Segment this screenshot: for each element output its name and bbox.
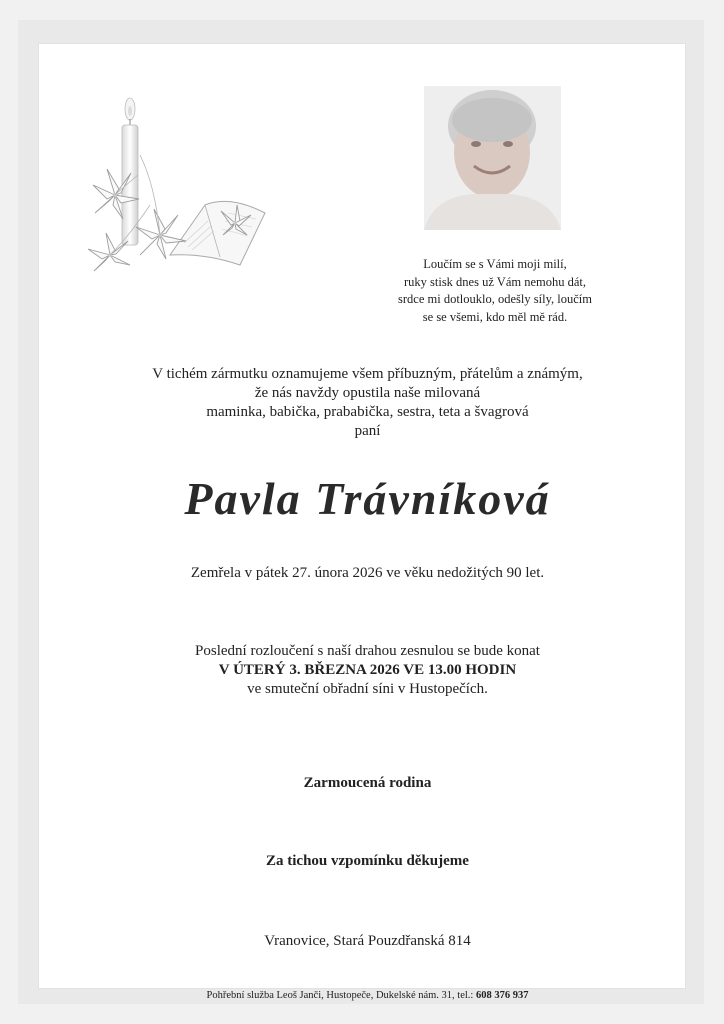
footer-phone: 608 376 937 bbox=[475, 990, 529, 1001]
poem-line: srdce mi dotlouklo, odešly síly, loučím bbox=[398, 292, 592, 306]
family-address: Vranovice, Stará Pouzdřanská 814 bbox=[264, 933, 471, 949]
funeral-line: Poslední rozloučení s naší drahou zesnulou se bude konat bbox=[195, 643, 540, 659]
funeral-datetime: V ÚTERÝ 3. BŘEZNA 2026 VE 13.00 HODIN bbox=[218, 662, 517, 678]
thanks-line: Za tichou vzpomínku děkujeme bbox=[266, 853, 469, 869]
portrait-icon bbox=[424, 86, 561, 230]
candle-lilies-book-icon bbox=[80, 95, 275, 285]
intro-line: maminka, babička, prababička, sestra, teta a švagrová bbox=[206, 404, 529, 420]
farewell-poem bbox=[360, 256, 630, 326]
intro-line: paní bbox=[354, 423, 381, 439]
family-signature: Zarmoucená rodina bbox=[303, 775, 432, 791]
portrait-photo bbox=[424, 86, 561, 230]
deceased-name: Pavla Trávníková bbox=[184, 473, 551, 524]
intro-line: V tichém zármutku oznamujeme všem příbuzným, přátelům a známým, bbox=[152, 366, 583, 382]
poem-line: se se všemi, kdo měl mě rád. bbox=[422, 309, 568, 324]
death-notice: Zemřela v pátek 27. února 2026 ve věku nedožitých 90 let. bbox=[190, 565, 545, 581]
footer-text: Pohřební služba Leoš Janči, Hustopeče, Dukelské nám. 31, tel.: bbox=[206, 990, 476, 1001]
poem-line: Loučím se s Vámi moji milí, bbox=[423, 257, 567, 271]
funeral-service-footer bbox=[60, 990, 675, 1001]
intro-line: že nás navždy opustila naše milovaná bbox=[254, 385, 481, 401]
funeral-venue: ve smuteční obřadní síni v Hustopečích. bbox=[247, 681, 488, 697]
funeral-details bbox=[100, 642, 635, 699]
announcement-intro bbox=[100, 365, 635, 441]
poem-line: ruky stisk dnes už Vám nemohu dát, bbox=[403, 274, 587, 289]
